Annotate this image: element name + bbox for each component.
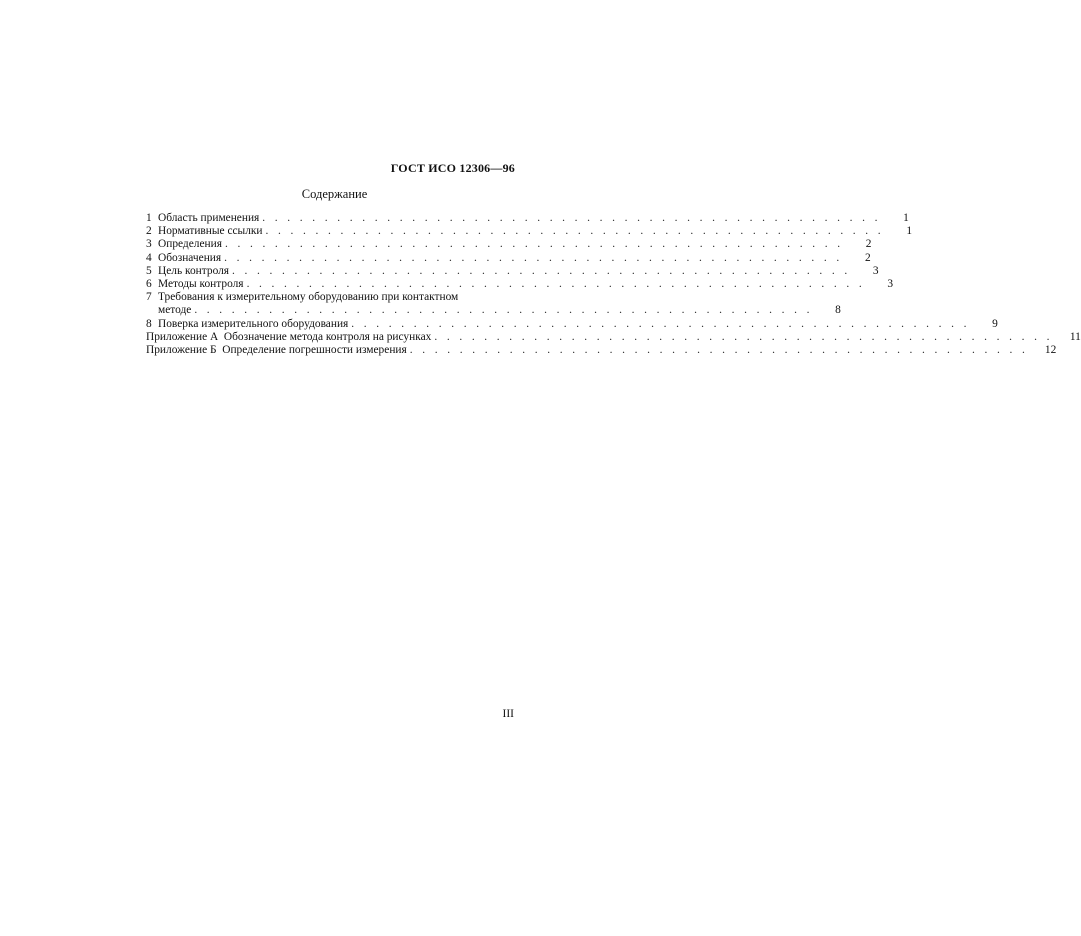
toc-appendix-title: Приложение А Обозначение метода контроля на рисунках xyxy=(146,330,432,343)
toc-item-title: Определения xyxy=(158,238,222,251)
table-of-contents xyxy=(146,212,1081,357)
toc-appendix-page: 11 xyxy=(1069,330,1081,343)
toc-item-number: 7 xyxy=(146,291,152,304)
toc-leader-dots: . . . . . . . . . . . . . . . . . . . . . . . . . . . . . . . . . . . . . . . . . . . . . . . . . . xyxy=(265,225,885,238)
toc-item-page: 2 xyxy=(865,238,872,251)
toc-leader-dots: . . . . . . . . . . . . . . . . . . . . . . . . . . . . . . . . . . . . . . . . . . . . . . . . . . xyxy=(434,330,1053,343)
toc-item-number: 6 xyxy=(146,277,152,290)
toc-item-number: 3 xyxy=(146,238,152,251)
toc-item[interactable] xyxy=(146,277,894,291)
toc-item-page: 3 xyxy=(872,264,879,277)
toc-item[interactable] xyxy=(146,238,872,251)
page-number: III xyxy=(502,708,514,720)
toc-item-title: Цель контроля xyxy=(158,264,230,277)
toc-item[interactable] xyxy=(146,251,871,265)
toc-title: Содержание xyxy=(301,187,368,201)
toc-leader-dots: . . . . . . . . . . . . . . . . . . . . . . . . . . . . . . . . . . . . . . . . . . . . . . . . . . xyxy=(224,251,843,264)
toc-item-page: 1 xyxy=(906,225,913,238)
toc-item-page: 1 xyxy=(903,212,909,224)
toc-item[interactable] xyxy=(146,264,879,278)
standard-number: ГОСТ ИСО 12306—96 xyxy=(390,161,515,175)
toc-leader-dots: . . . . . . . . . . . . . . . . . . . . . . . . . . . . . . . . . . . . . . . . . . . . . . . . . . xyxy=(232,264,851,277)
toc-leader-dots: . . . . . . . . . . . . . . . . . . . . . . . . . . . . . . . . . . . . . . . . . . . . . . . . . . xyxy=(409,343,1029,356)
toc-leader-dots: . . . . . . . . . . . . . . . . . . . . . . . . . . . . . . . . . . . . . . . . . . . . . . . . . . xyxy=(351,317,970,330)
toc-item-title: Область применения xyxy=(158,212,260,224)
toc-appendix-page: 12 xyxy=(1044,343,1057,356)
toc-item-multiline-first[interactable] xyxy=(146,291,516,304)
toc-item-number: 1 xyxy=(146,212,152,224)
toc-item-number: 5 xyxy=(146,264,152,277)
toc-item-number: 2 xyxy=(146,225,152,238)
toc-leader-dots: . . . . . . . . . . . . . . . . . . . . . . . . . . . . . . . . . . . . . . . . . . . . . . . . . . xyxy=(262,212,881,224)
toc-item-title: Обозначения xyxy=(158,251,222,264)
toc-item[interactable] xyxy=(146,212,909,225)
toc-appendix-title: Приложение Б Определение погрешности измерения xyxy=(146,343,407,356)
toc-item-title: Требования к измерительному оборудованию при контактном xyxy=(158,291,459,304)
toc-item[interactable] xyxy=(146,317,998,331)
toc-item-page: 9 xyxy=(992,317,998,330)
toc-item-number: 8 xyxy=(146,317,152,330)
toc-leader-dots: . . . . . . . . . . . . . . . . . . . . . . . . . . . . . . . . . . . . . . . . . . . . . . . . . . xyxy=(194,304,813,317)
toc-item-title-continued: методе xyxy=(158,304,192,317)
toc-leader-dots: . . . . . . . . . . . . . . . . . . . . . . . . . . . . . . . . . . . . . . . . . . . . . . . . . . xyxy=(224,238,844,251)
toc-item-page: 2 xyxy=(864,251,871,264)
toc-item-page: 8 xyxy=(835,304,841,317)
toc-item-title: Поверка измерительного оборудования xyxy=(158,317,349,330)
toc-item[interactable] xyxy=(146,225,913,238)
toc-appendix-a[interactable] xyxy=(146,330,1081,344)
toc-item-title: Методы контроля xyxy=(158,277,244,290)
toc-item-page: 3 xyxy=(887,277,894,290)
toc-appendix-b[interactable] xyxy=(146,343,1057,357)
toc-leader-dots: . . . . . . . . . . . . . . . . . . . . . . . . . . . . . . . . . . . . . . . . . . . . . . . . . . xyxy=(246,277,866,290)
toc-item-multiline-continuation[interactable] xyxy=(146,304,841,317)
toc-item-title: Нормативные ссылки xyxy=(158,225,263,238)
toc-item-number: 4 xyxy=(146,251,152,264)
